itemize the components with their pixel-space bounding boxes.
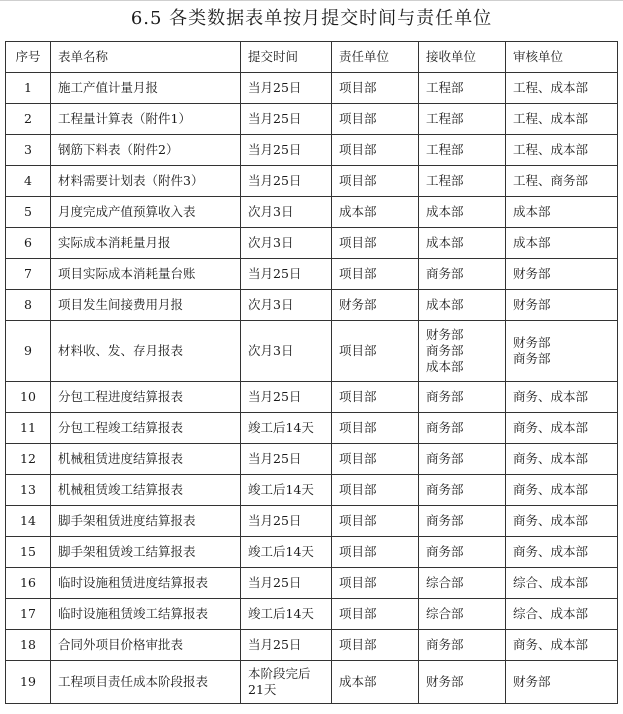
cell-audit-unit: 综合、成本部	[506, 568, 618, 599]
cell-form-name: 临时设施租赁竣工结算报表	[51, 599, 241, 630]
cell-audit-unit: 财务部	[506, 290, 618, 321]
cell-submit-time	[241, 661, 332, 704]
cell-receiving-unit: 商务部	[419, 537, 506, 568]
cell-submit-time: 当月25日	[241, 73, 332, 104]
cell-form-name: 工程项目责任成本阶段报表	[51, 661, 241, 704]
cell-submit-time: 当月25日	[241, 135, 332, 166]
cell-receiving-unit: 工程部	[419, 135, 506, 166]
cell-no: 15	[6, 537, 51, 568]
cell-form-name: 月度完成产值预算收入表	[51, 197, 241, 228]
header-responsible-unit: 责任单位	[332, 42, 419, 73]
audit-unit-line: 商务部	[513, 351, 551, 366]
cell-form-name: 项目发生间接费用月报	[51, 290, 241, 321]
cell-receiving-unit: 商务部	[419, 475, 506, 506]
cell-submit-time: 竣工后14天	[241, 475, 332, 506]
cell-audit-unit: 商务、成本部	[506, 630, 618, 661]
cell-responsible-unit: 财务部	[332, 290, 419, 321]
cell-responsible-unit: 项目部	[332, 321, 419, 382]
cell-receiving-unit: 商务部	[419, 259, 506, 290]
cell-audit-unit: 综合、成本部	[506, 599, 618, 630]
table-row	[6, 661, 618, 704]
cell-no: 14	[6, 506, 51, 537]
cell-audit-unit: 成本部	[506, 197, 618, 228]
cell-submit-time: 当月25日	[241, 630, 332, 661]
table-row	[6, 259, 618, 290]
cell-responsible-unit: 项目部	[332, 599, 419, 630]
table-row	[6, 413, 618, 444]
cell-form-name: 项目实际成本消耗量台账	[51, 259, 241, 290]
cell-audit-unit	[506, 321, 618, 382]
cell-audit-unit: 财务部	[506, 661, 618, 704]
table-header-row	[6, 42, 618, 73]
page-title: 6.5 各类数据表单按月提交时间与责任单位	[130, 8, 493, 29]
cell-audit-unit: 商务、成本部	[506, 413, 618, 444]
cell-responsible-unit: 项目部	[332, 568, 419, 599]
cell-audit-unit: 工程、成本部	[506, 73, 618, 104]
cell-form-name: 材料需要计划表（附件3）	[51, 166, 241, 197]
cell-submit-time: 当月25日	[241, 382, 332, 413]
cell-receiving-unit: 成本部	[419, 228, 506, 259]
cell-audit-unit: 商务、成本部	[506, 444, 618, 475]
cell-responsible-unit: 项目部	[332, 166, 419, 197]
cell-receiving-unit: 综合部	[419, 568, 506, 599]
cell-no: 12	[6, 444, 51, 475]
cell-no: 8	[6, 290, 51, 321]
cell-responsible-unit: 项目部	[332, 537, 419, 568]
cell-receiving-unit: 工程部	[419, 166, 506, 197]
cell-responsible-unit: 项目部	[332, 506, 419, 537]
cell-form-name: 机械租赁竣工结算报表	[51, 475, 241, 506]
cell-submit-time: 次月3日	[241, 321, 332, 382]
cell-no: 7	[6, 259, 51, 290]
cell-responsible-unit: 项目部	[332, 413, 419, 444]
cell-form-name: 施工产值计量月报	[51, 73, 241, 104]
cell-responsible-unit: 成本部	[332, 661, 419, 704]
header-no: 序号	[6, 42, 51, 73]
top-rule	[0, 0, 623, 1]
cell-receiving-unit: 商务部	[419, 630, 506, 661]
cell-responsible-unit: 项目部	[332, 104, 419, 135]
cell-no: 18	[6, 630, 51, 661]
cell-audit-unit: 工程、成本部	[506, 135, 618, 166]
cell-responsible-unit: 项目部	[332, 73, 419, 104]
table-row	[6, 321, 618, 382]
table-row	[6, 568, 618, 599]
cell-receiving-unit: 综合部	[419, 599, 506, 630]
cell-form-name: 分包工程进度结算报表	[51, 382, 241, 413]
cell-receiving-unit: 成本部	[419, 290, 506, 321]
header-receiving-unit: 接收单位	[419, 42, 506, 73]
table-row	[6, 382, 618, 413]
table-row	[6, 135, 618, 166]
cell-no: 1	[6, 73, 51, 104]
receiving-unit-line: 成本部	[426, 359, 464, 374]
cell-no: 9	[6, 321, 51, 382]
cell-receiving-unit: 商务部	[419, 506, 506, 537]
cell-submit-time: 次月3日	[241, 228, 332, 259]
cell-audit-unit: 成本部	[506, 228, 618, 259]
cell-submit-time: 当月25日	[241, 259, 332, 290]
cell-form-name: 钢筋下料表（附件2）	[51, 135, 241, 166]
cell-audit-unit: 商务、成本部	[506, 506, 618, 537]
cell-form-name: 材料收、发、存月报表	[51, 321, 241, 382]
cell-no: 6	[6, 228, 51, 259]
cell-no: 16	[6, 568, 51, 599]
cell-receiving-unit: 工程部	[419, 73, 506, 104]
cell-no: 3	[6, 135, 51, 166]
cell-audit-unit: 工程、成本部	[506, 104, 618, 135]
cell-audit-unit: 商务、成本部	[506, 537, 618, 568]
cell-audit-unit: 工程、商务部	[506, 166, 618, 197]
cell-no: 4	[6, 166, 51, 197]
table-row	[6, 290, 618, 321]
cell-form-name: 脚手架租赁竣工结算报表	[51, 537, 241, 568]
cell-form-name: 合同外项目价格审批表	[51, 630, 241, 661]
cell-submit-time: 次月3日	[241, 197, 332, 228]
table-row	[6, 73, 618, 104]
submit-time-line: 21天	[248, 682, 277, 697]
cell-submit-time: 竣工后14天	[241, 413, 332, 444]
cell-no: 17	[6, 599, 51, 630]
cell-responsible-unit: 项目部	[332, 475, 419, 506]
table-row	[6, 104, 618, 135]
cell-receiving-unit: 商务部	[419, 382, 506, 413]
header-submit-time: 提交时间	[241, 42, 332, 73]
cell-submit-time: 当月25日	[241, 104, 332, 135]
table-row	[6, 228, 618, 259]
cell-responsible-unit: 项目部	[332, 259, 419, 290]
cell-submit-time: 当月25日	[241, 506, 332, 537]
cell-receiving-unit: 商务部	[419, 444, 506, 475]
cell-responsible-unit: 项目部	[332, 135, 419, 166]
cell-form-name: 临时设施租赁进度结算报表	[51, 568, 241, 599]
cell-submit-time: 次月3日	[241, 290, 332, 321]
cell-receiving-unit: 成本部	[419, 197, 506, 228]
receiving-unit-line: 财务部	[426, 327, 464, 342]
table-row	[6, 166, 618, 197]
cell-audit-unit: 商务、成本部	[506, 475, 618, 506]
cell-receiving-unit	[419, 321, 506, 382]
cell-no: 11	[6, 413, 51, 444]
table-row	[6, 599, 618, 630]
table-row	[6, 506, 618, 537]
header-form-name: 表单名称	[51, 42, 241, 73]
cell-submit-time: 竣工后14天	[241, 537, 332, 568]
cell-submit-time: 当月25日	[241, 444, 332, 475]
cell-no: 13	[6, 475, 51, 506]
cell-form-name: 脚手架租赁进度结算报表	[51, 506, 241, 537]
cell-form-name: 实际成本消耗量月报	[51, 228, 241, 259]
cell-submit-time: 当月25日	[241, 166, 332, 197]
cell-audit-unit: 商务、成本部	[506, 382, 618, 413]
cell-receiving-unit: 商务部	[419, 413, 506, 444]
cell-no: 19	[6, 661, 51, 704]
table-row	[6, 444, 618, 475]
table-row	[6, 630, 618, 661]
cell-receiving-unit: 财务部	[419, 661, 506, 704]
cell-responsible-unit: 项目部	[332, 382, 419, 413]
report-schedule-table	[5, 41, 618, 704]
cell-form-name: 机械租赁进度结算报表	[51, 444, 241, 475]
cell-no: 5	[6, 197, 51, 228]
table-row	[6, 475, 618, 506]
table-row	[6, 197, 618, 228]
cell-receiving-unit: 工程部	[419, 104, 506, 135]
cell-responsible-unit: 项目部	[332, 630, 419, 661]
cell-no: 2	[6, 104, 51, 135]
header-audit-unit: 审核单位	[506, 42, 618, 73]
cell-submit-time: 当月25日	[241, 568, 332, 599]
cell-no: 10	[6, 382, 51, 413]
cell-submit-time: 竣工后14天	[241, 599, 332, 630]
audit-unit-line: 财务部	[513, 335, 551, 350]
receiving-unit-line: 商务部	[426, 343, 464, 358]
cell-form-name: 分包工程竣工结算报表	[51, 413, 241, 444]
cell-audit-unit: 财务部	[506, 259, 618, 290]
table-row	[6, 537, 618, 568]
cell-responsible-unit: 项目部	[332, 444, 419, 475]
cell-responsible-unit: 项目部	[332, 228, 419, 259]
submit-time-line: 本阶段完后	[248, 666, 311, 681]
cell-form-name: 工程量计算表（附件1）	[51, 104, 241, 135]
cell-responsible-unit: 成本部	[332, 197, 419, 228]
